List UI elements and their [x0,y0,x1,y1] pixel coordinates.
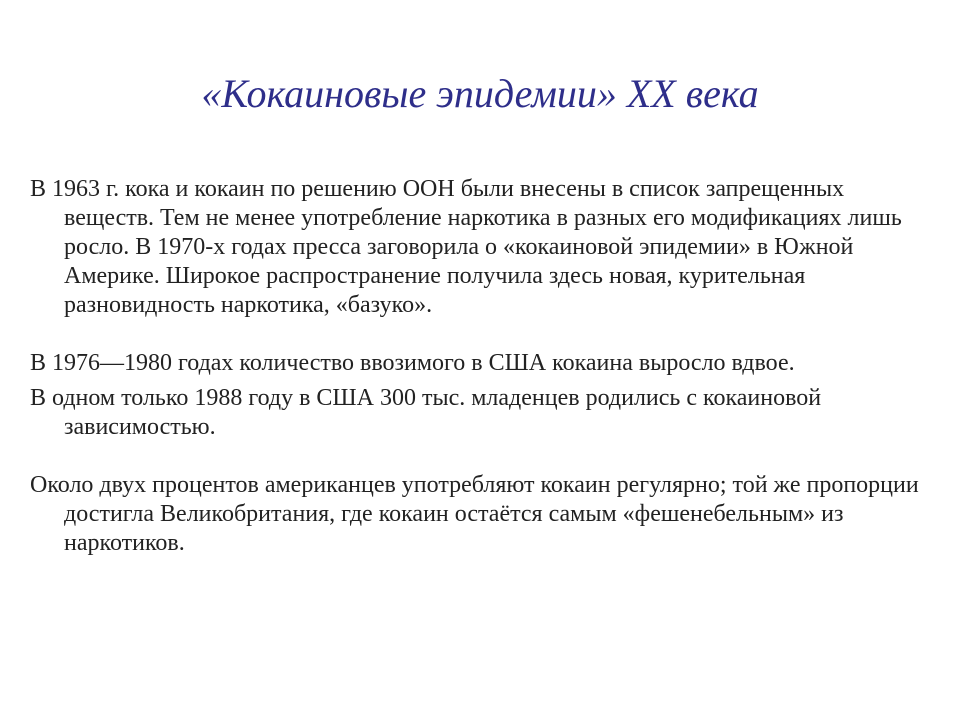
paragraph-1976-1980: В 1976—1980 годах количество ввозимого в США кокаина выросло вдвое. [30,350,795,376]
slide-body [30,175,930,558]
slide-title: «Кокаиновые эпидемии» XX века [201,71,759,116]
paragraph-1963: В 1963 г. кока и кокаин по решению ООН были внесены в список запрещенных веществ. Тем не менее употребление наркотика в разных его модификациях лишь росло. В 1970-х годах пресса заговорила о «кокаиновой эпидемии» в Южной Америке. Широкое распространение получила здесь новая, курительная разновидность наркотика, «базуко». [30,176,902,318]
paragraph-usage-statistics: Около двух процентов американцев употребляют кокаин регулярно; той же пропорции достигла Великобритания, где кокаин остаётся самым «фешенебельным» из наркотиков. [30,472,919,556]
paragraph-1988: В одном только 1988 году в США 300 тыс. младенцев родились с кокаиновой зависимостью. [30,385,822,440]
